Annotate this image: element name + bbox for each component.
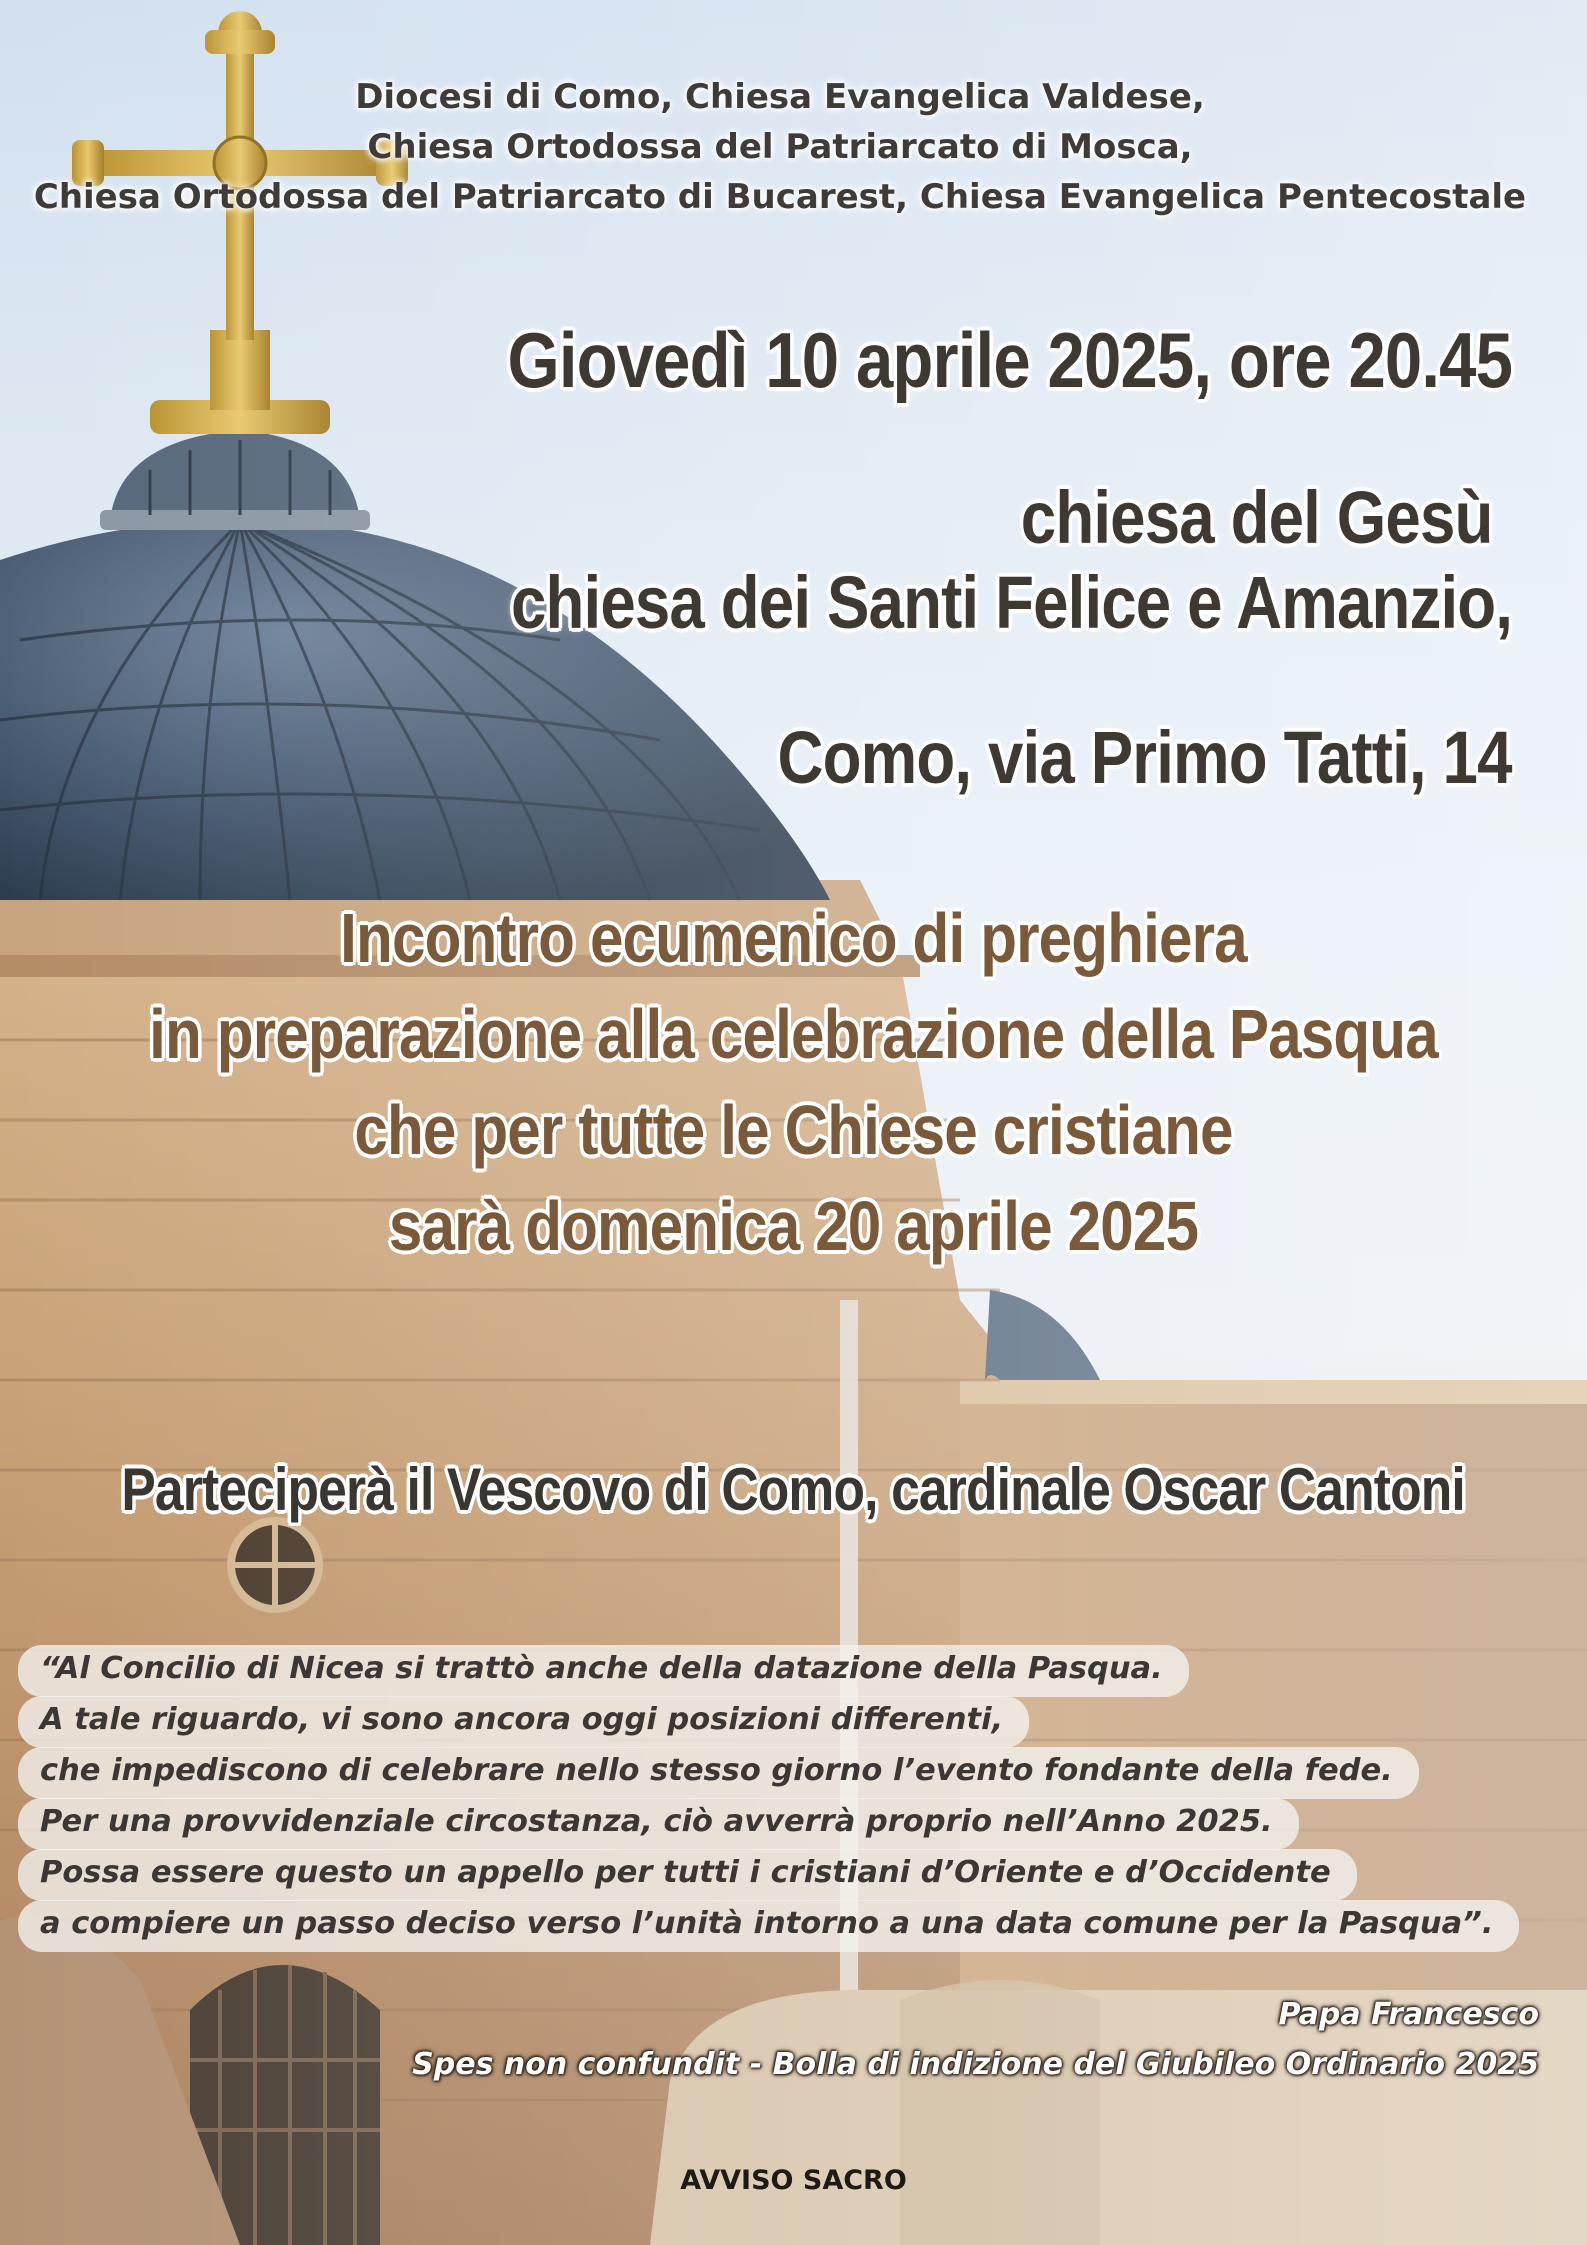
venue-line-1: chiesa del Gesù	[1020, 476, 1492, 559]
quote-line-4: Per una provvidenziale circostanza, ciò avverrà proprio nell’Anno 2025.	[40, 1800, 1273, 1848]
organizers-line-1: Diocesi di Como, Chiesa Evangelica Valdese,	[355, 77, 1205, 117]
headline-line-3: che per tutte le Chiese cristiane	[354, 1091, 1233, 1169]
headline-line-4: sarà domenica 20 aprile 2025	[388, 1187, 1199, 1265]
footer-notice: AVVISO SACRO	[680, 2165, 907, 2196]
quote-line-1: “Al Concilio di Nicea si trattò anche della datazione della Pasqua.	[40, 1647, 1163, 1695]
event-address: Como, via Primo Tatti, 14	[777, 716, 1512, 799]
quote-line-3: che impediscono di celebrare nello stesso giorno l’evento fondante della fede.	[40, 1749, 1393, 1797]
organizers-line-2: Chiesa Ortodossa del Patriarcato di Mosca,	[367, 127, 1193, 167]
participant-text: Parteciperà il Vescovo di Como, cardinale Oscar Cantoni	[121, 1456, 1466, 1523]
event-date-time: Giovedì 10 aprile 2025, ore 20.45	[507, 316, 1512, 404]
quote-author: Papa Francesco	[1278, 1997, 1539, 2032]
quote-line-2: A tale riguardo, vi sono ancora oggi posizioni differenti,	[40, 1698, 1003, 1746]
organizers-line-3: Chiesa Ortodossa del Patriarcato di Bucarest, Chiesa Evangelica Pentecostale	[33, 177, 1527, 217]
quote-line-5: Possa essere questo un appello per tutti i cristiani d’Oriente e d’Occidente	[40, 1851, 1331, 1899]
headline-line-1: Incontro ecumenico di preghiera	[340, 899, 1247, 977]
venue-line-2: chiesa dei Santi Felice e Amanzio,	[510, 561, 1512, 644]
quote-line-6: a compiere un passo deciso verso l’unità intorno a una data comune per la Pasqua”.	[40, 1902, 1493, 1950]
quote-source: Spes non confundit - Bolla di indizione del Giubileo Ordinario 2025	[412, 2047, 1539, 2082]
headline-line-2: in preparazione alla celebrazione della Pasqua	[149, 995, 1438, 1073]
